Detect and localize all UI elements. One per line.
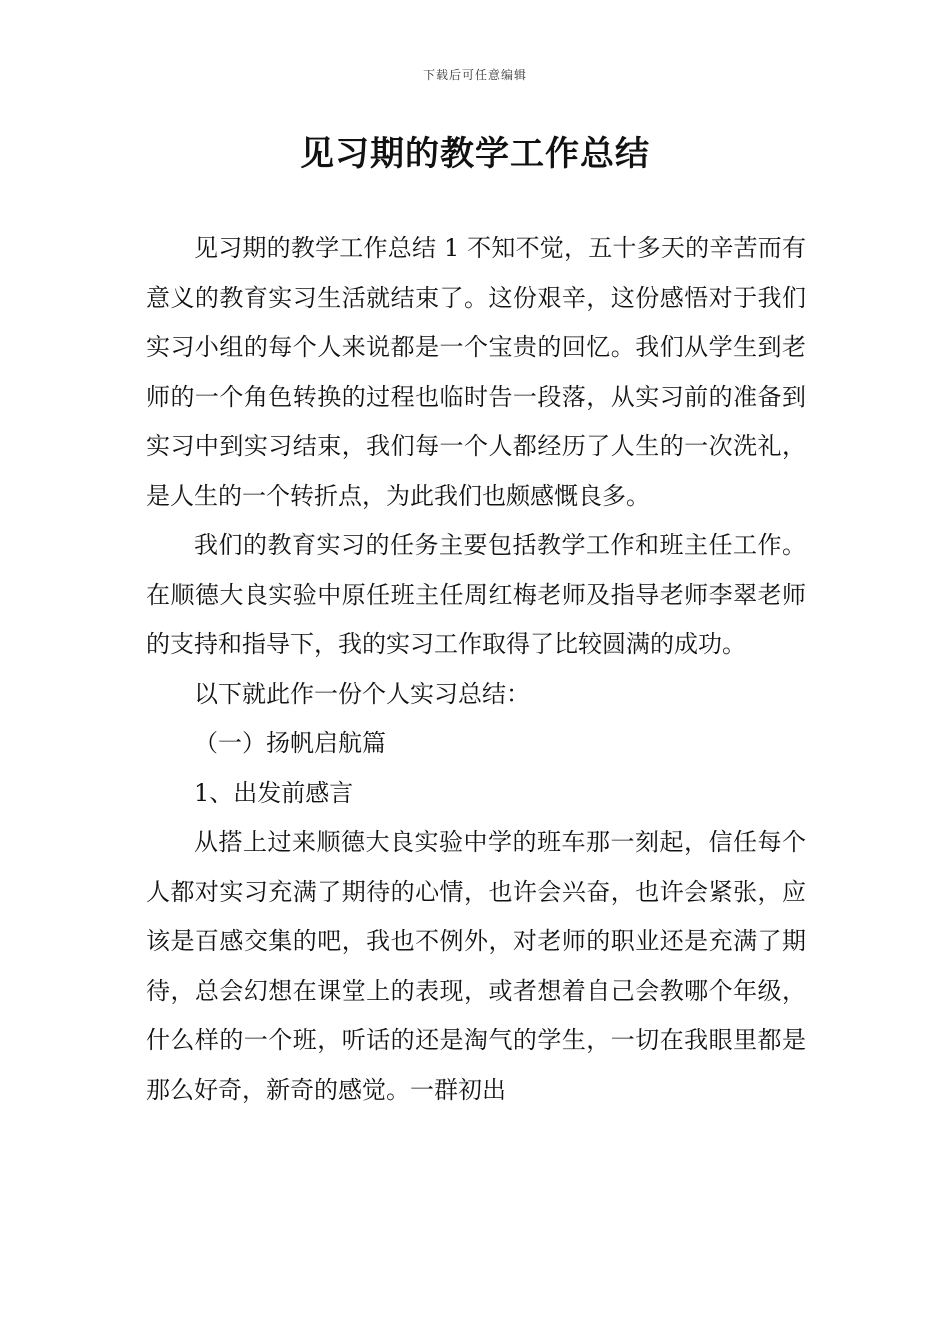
subsection-heading: 1、出发前感言: [194, 778, 354, 807]
paragraph-summary-lead: 以下就此作一份个人实习总结：: [194, 679, 530, 708]
page-title: 见习期的教学工作总结: [300, 134, 650, 174]
document-body: [146, 224, 806, 1115]
paragraph-departure: 从搭上过来顺德大良实验中学的班车那一刻起，信任每个人都对实习充满了期待的心情，也许会兴奋，也许会紧张，应该是百感交集的吧，我也不例外，对老师的职业还是充满了期待，总会幻想在课堂上的表现，或者想着自己会教哪个年级，什么样的一个班，听话的还是淘气的学生，一切在我眼里都是那么好奇，新奇的感觉。一群初出: [146, 828, 806, 1104]
header-note: 下载后可任意编辑: [422, 68, 527, 82]
paragraph-intro: 见习期的教学工作总结 1 不知不觉，五十多天的辛苦而有意义的教育实习生活就结束了。这份艰辛，这份感悟对于我们实习小组的每个人来说都是一个宝贵的回忆。我们从学生到老师的一个角色转换的过程也临时告一段落，从实习前的准备到实习中到实习结束，我们每一个人都经历了人生的一次洗礼，是人生的一个转折点，为此我们也颇感慨良多。: [146, 234, 806, 510]
paragraph-tasks: 我们的教育实习的任务主要包括教学工作和班主任工作。在顺德大良实验中原任班主任周红梅老师及指导老师李翠老师的支持和指导下，我的实习工作取得了比较圆满的成功。: [146, 531, 806, 658]
section-heading: （一）扬帆启航篇: [194, 729, 386, 757]
